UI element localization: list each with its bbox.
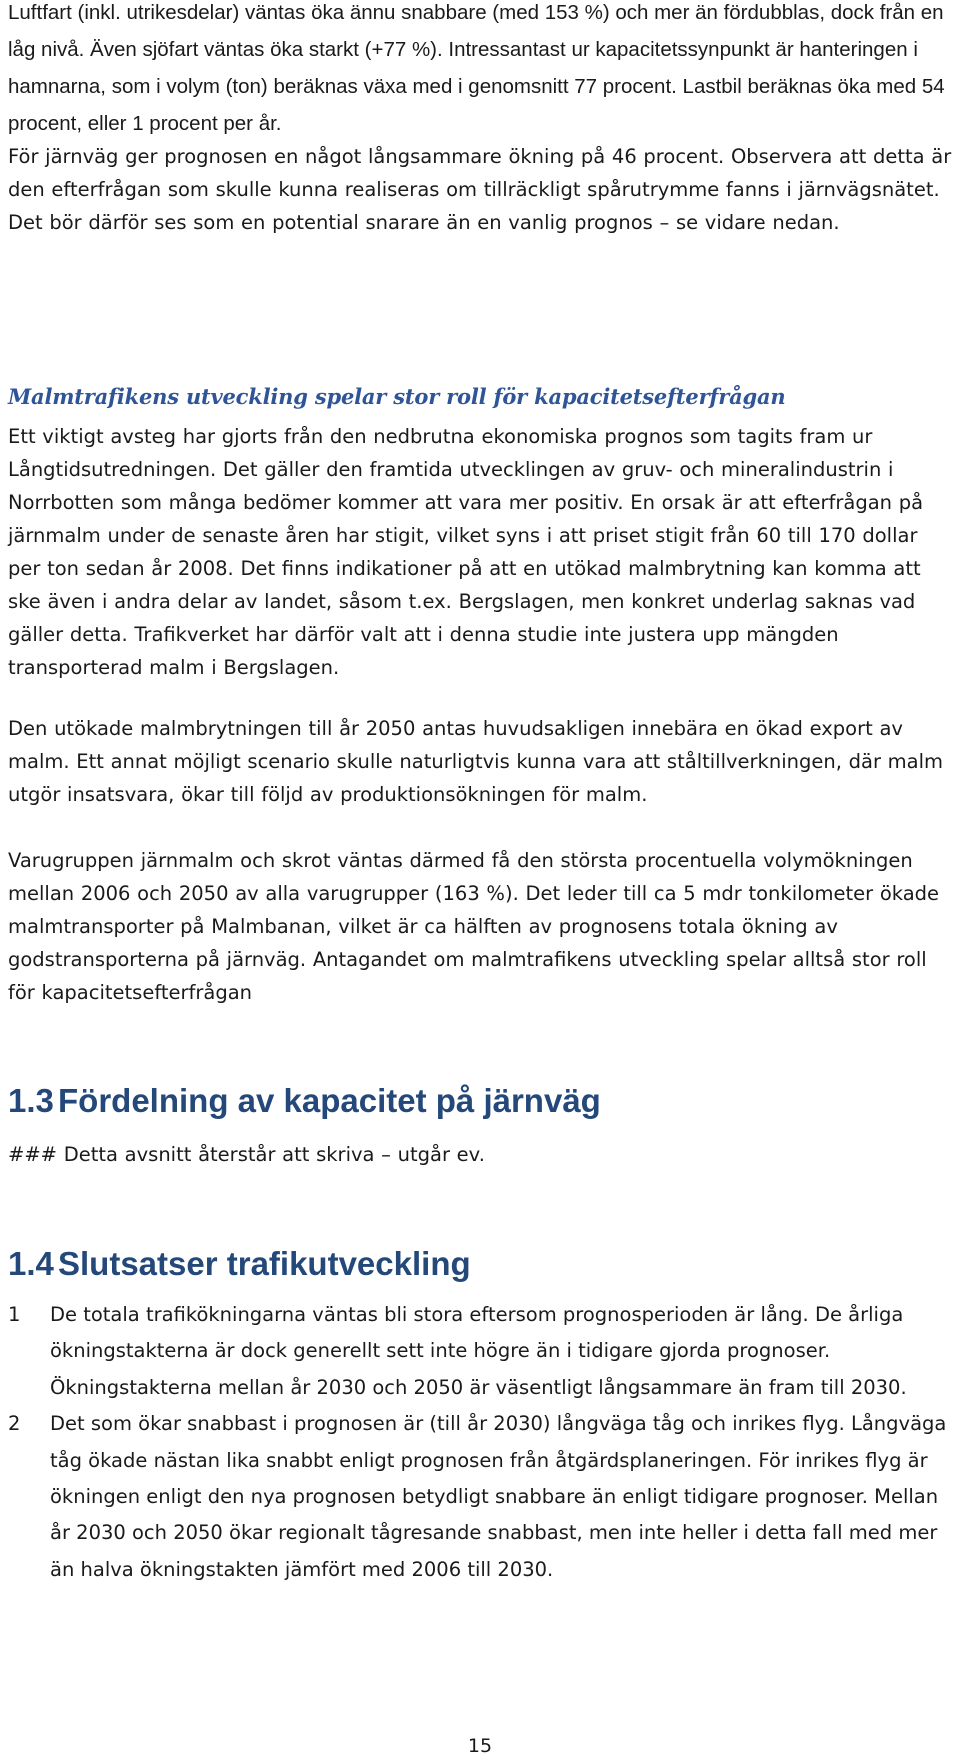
section-1-4-number: 1.4 [8, 1245, 54, 1282]
list-item-number: 1 [8, 1303, 21, 1326]
intro-paragraph-sans: Luftfart (inkl. utrikesdelar) väntas öka ännu snabbare (med 153 %) och mer än fördubblas, dock från en låg nivå. Även sjöfart väntas öka starkt (+77 %). Intressantast ur kapacitetssynpunkt är hanteringen i hamnarna, som i volym (ton) beräknas växa med i genomsnitt 77 procent. Lastbil beräknas öka med 54 procent, eller 1 procent per år. [8, 1, 945, 135]
section-1-3-title: Fördelning av kapacitet på järnväg [58, 1082, 601, 1119]
section-1-3-note: ### Detta avsnitt återstår att skriva – utgår ev. [8, 1143, 485, 1166]
page-number: 15 [467, 1735, 493, 1757]
list-item [8, 1297, 953, 1406]
list-item-text: De totala trafikökningarna väntas bli stora eftersom prognosperioden är lång. De årliga ökningstakterna är dock generellt sett inte högre än i tidigare gjorda prognoser. Ökningstakterna mellan år 2030 och 2050 är väsentligt långsammare än fram till 2030. [50, 1303, 907, 1399]
malm-paragraph-1: Ett viktigt avsteg har gjorts från den nedbrutna ekonomiska prognos som tagits fram ur Långtidsutredningen. Det gäller den framtida utvecklingen av gruv- och mineralindustrin i Norrbotten som många bedömer kommer att vara mer positiv. En orsak är att efterfrågan på järnmalm under de senaste åren har stigit, vilket syns i att priset stigit från 60 till 170 dollar per ton sedan år 2008. Det finns indikationer på att en utökad malmbrytning kan komma att ske även i andra delar av landet, såsom t.ex. Bergslagen, men konkret underlag saknas vad gäller detta. Trafikverket har därför valt att i denna studie inte justera upp mängden transporterad malm i Bergslagen. [8, 425, 924, 679]
malm-section-heading: Malmtrafikens utveckling spelar stor roll för kapacitetsefterfrågan [8, 384, 786, 409]
conclusions-list [8, 1297, 953, 1588]
section-1-3-heading [8, 1082, 601, 1120]
malm-paragraph-2: Den utökade malmbrytningen till år 2050 antas huvudsakligen innebära en ökad export av malm. Ett annat möjligt scenario skulle naturligtvis kunna vara att ståltillverkningen, där malm utgör insatsvara, ökar till följd av produktionsökningen för malm. [8, 717, 944, 806]
section-1-4-title: Slutsatser trafikutveckling [58, 1245, 471, 1282]
intro-paragraph-rail: För järnväg ger prognosen en något långsammare ökning på 46 procent. Observera att detta är den efterfrågan som skulle kunna realiseras om tillräckligt spårutrymme fanns i järnvägsnätet. Det bör därför ses som en potential snarare än en vanlig prognos – se vidare nedan. [8, 145, 952, 234]
malm-paragraph-3: Varugruppen järnmalm och skrot väntas därmed få den största procentuella volymökningen mellan 2006 och 2050 av alla varugrupper (163 %). Det leder till ca 5 mdr tonkilometer ökade malmtransporter på Malmbanan, vilket är ca hälften av prognosens totala ökning av godstransporterna på järnväg. Antagandet om malmtrafikens utveckling spelar alltså stor roll för kapacitetsefterfrågan [8, 849, 940, 1004]
list-item-number: 2 [8, 1412, 21, 1436]
section-1-3-number: 1.3 [8, 1082, 54, 1119]
section-1-4-heading [8, 1245, 471, 1283]
list-item [8, 1406, 953, 1588]
list-item-text: Det som ökar snabbast i prognosen är (till år 2030) långväga tåg och inrikes flyg. Långväga tåg ökade nästan lika snabbt enligt prognosen från åtgärdsplaneringen. För inrikes flyg är ökningen enligt den nya prognosen betydligt snabbare än enligt tidigare prognoser. Mellan år 2030 och 2050 ökar regionalt tågresande snabbast, men inte heller i detta fall med mer än halva ökningstakten jämfört med 2006 till 2030. [50, 1412, 947, 1581]
